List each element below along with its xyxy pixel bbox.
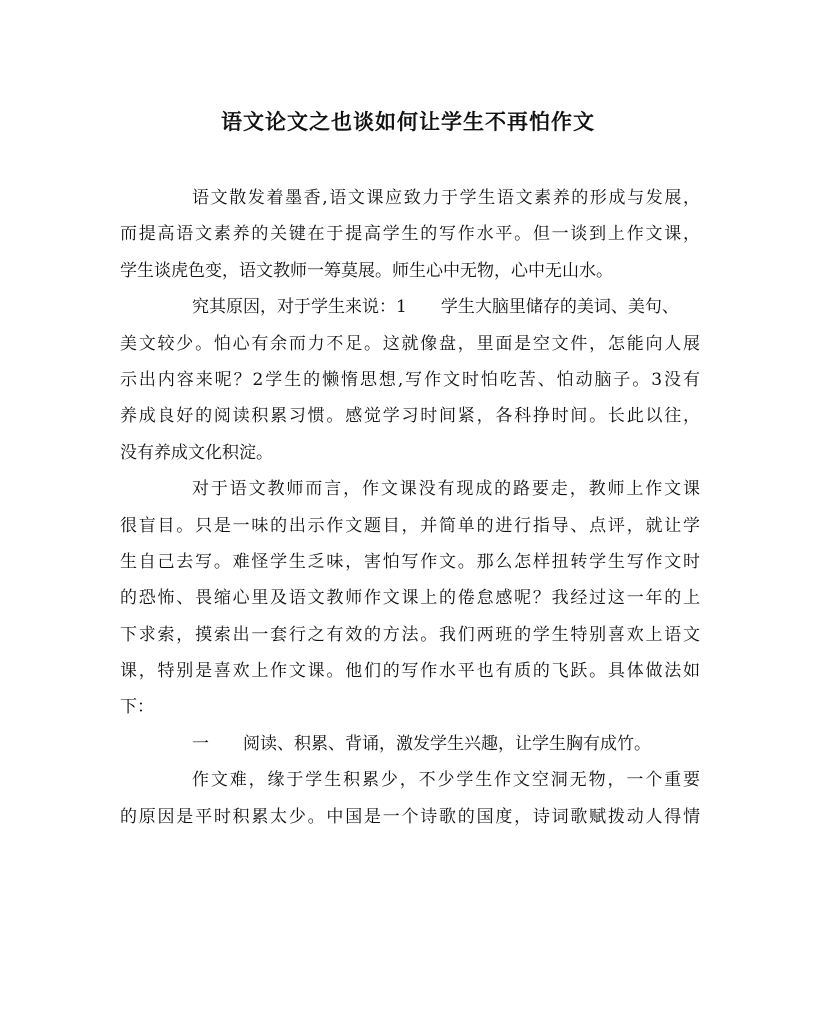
text-segment: 学生大脑里储存的美词、美句、 — [440, 297, 679, 318]
text-line: 学生谈虎色变，语文教师一筹莫展。师生心中无物，心中无山水。 — [120, 260, 613, 281]
text-line: 作文难，缘于学生积累少，不少学生作文空洞无物，一个重要 — [192, 770, 700, 791]
text-line: 的恐怖、畏缩心里及语文教师作文课上的倦怠感呢？我经过这一年的上 — [120, 588, 700, 609]
paragraph-2 — [120, 289, 700, 471]
text-line: 没有养成文化积淀。 — [120, 442, 273, 463]
section-number: 一 — [192, 733, 209, 754]
document-title: 语文论文之也谈如何让学生不再怕作文 — [221, 109, 595, 134]
paragraph-4 — [120, 762, 700, 835]
text-line: 而提高语文素养的关键在于提高学生的写作水平。但一谈到上作文课， — [120, 224, 700, 245]
text-line: 课，特别是喜欢上作文课。他们的写作水平也有质的飞跃。具体做法如 — [120, 661, 700, 682]
section-heading-1 — [120, 726, 700, 762]
text-line: 语文散发着墨香,语文课应致力于学生语文素养的形成与发展， — [192, 188, 700, 208]
text-line: 很盲目。只是一味的出示作文题目，并简单的进行指导、点评，就让学 — [120, 515, 700, 536]
text-line: 生自己去写。难怪学生乏味，害怕写作文。那么怎样扭转学生写作文时 — [120, 551, 700, 572]
document-body — [120, 180, 700, 835]
text-line — [120, 289, 700, 325]
text-line: 对于语文教师而言，作文课没有现成的路要走，教师上作文课 — [192, 479, 700, 500]
paragraph-1 — [120, 180, 700, 289]
text-line: 下求索，摸索出一套行之有效的方法。我们两班的学生特别喜欢上语文 — [120, 624, 700, 645]
text-segment: 究其原因，对于学生来说：1 — [192, 297, 407, 318]
text-line: 下： — [120, 697, 154, 718]
text-line — [120, 726, 700, 762]
text-line: 示出内容来呢？2学生的懒惰思想,写作文时怕吃苦、怕动脑子。3没有 — [120, 369, 700, 390]
text-line: 的原因是平时积累太少。中国是一个诗歌的国度，诗词歌赋拨动人得情 — [120, 806, 700, 827]
text-line: 美文较少。怕心有余而力不足。这就像盘，里面是空文件，怎能向人展 — [120, 333, 700, 354]
text-line: 养成良好的阅读积累习惯。感觉学习时间紧，各科挣时间。长此以往， — [120, 406, 700, 427]
paragraph-3 — [120, 471, 700, 726]
section-heading-text: 阅读、积累、背诵，激发学生兴趣，让学生胸有成竹。 — [243, 733, 651, 754]
